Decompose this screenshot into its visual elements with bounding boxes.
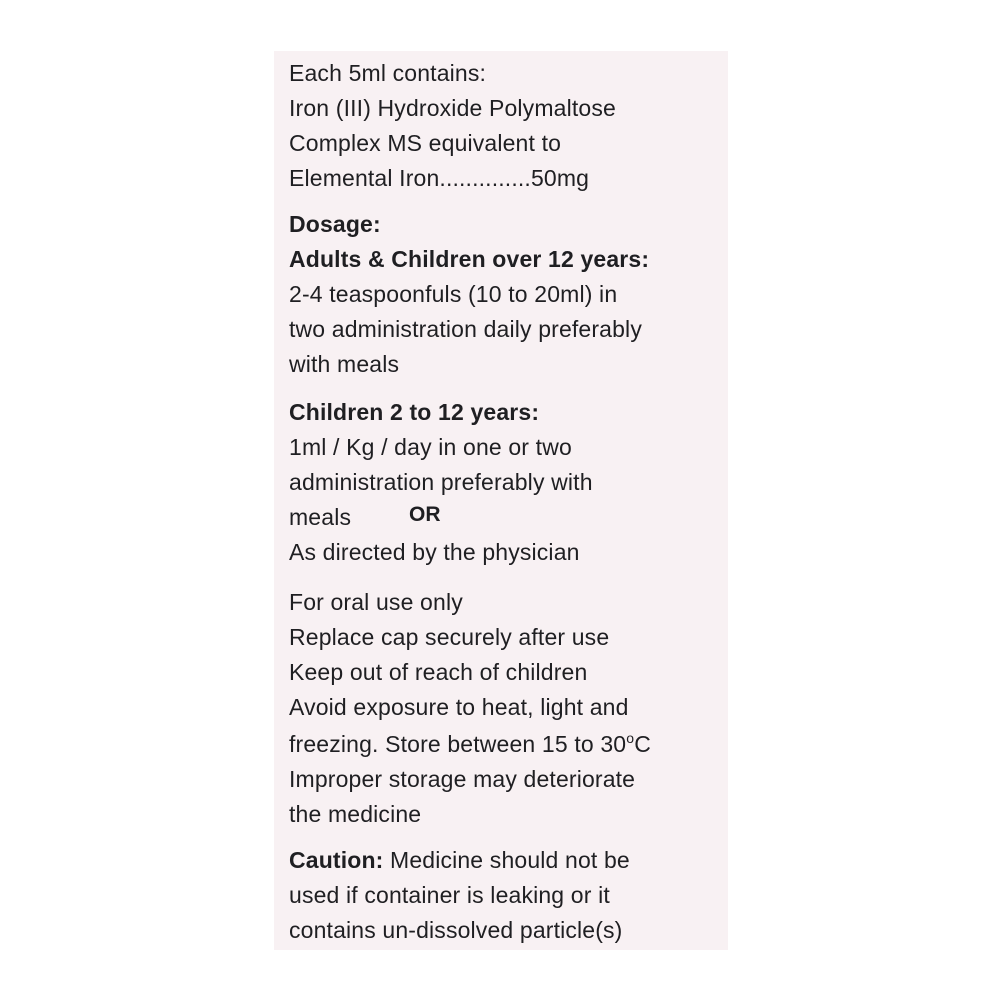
- instruction-line-1: For oral use only: [289, 589, 463, 615]
- instruction-line-6: Improper storage may deteriorate: [289, 766, 636, 792]
- children-line-3: meals: [289, 504, 352, 530]
- composition-line-2: Complex MS equivalent to: [289, 130, 562, 156]
- composition-header: Each 5ml contains:: [289, 60, 487, 86]
- instruction-line-5: [289, 730, 651, 758]
- instruction-line-7: the medicine: [289, 801, 422, 827]
- caution-text: Medicine should not be: [383, 847, 630, 873]
- children-heading: Children 2 to 12 years:: [289, 399, 540, 425]
- children-line-2: administration preferably with: [289, 469, 593, 495]
- instruction-line-3: Keep out of reach of children: [289, 659, 588, 685]
- instruction-line-4: Avoid exposure to heat, light and: [289, 694, 629, 720]
- adults-line-1: 2-4 teaspoonfuls (10 to 20ml) in: [289, 281, 618, 307]
- composition-line-3: Elemental Iron..............50mg: [289, 165, 590, 191]
- children-line-4: As directed by the physician: [289, 539, 580, 565]
- celsius-unit: C: [634, 731, 651, 757]
- caution-label: Caution:: [289, 847, 384, 873]
- storage-temperature-text: freezing. Store between 15 to 30: [289, 731, 627, 757]
- composition-line-1: Iron (III) Hydroxide Polymaltose: [289, 95, 616, 121]
- instruction-line-2: Replace cap securely after use: [289, 624, 610, 650]
- adults-line-2: two administration daily preferably: [289, 316, 642, 342]
- or-separator: OR: [409, 503, 441, 526]
- caution-line-1: [289, 846, 630, 874]
- children-line-1: 1ml / Kg / day in one or two: [289, 434, 572, 460]
- degree-symbol: o: [626, 730, 635, 746]
- adults-heading: Adults & Children over 12 years:: [289, 246, 650, 272]
- caution-line-2: used if container is leaking or it: [289, 882, 610, 908]
- adults-line-3: with meals: [289, 351, 400, 377]
- caution-line-3: contains un-dissolved particle(s): [289, 917, 623, 943]
- dosage-heading: Dosage:: [289, 211, 381, 237]
